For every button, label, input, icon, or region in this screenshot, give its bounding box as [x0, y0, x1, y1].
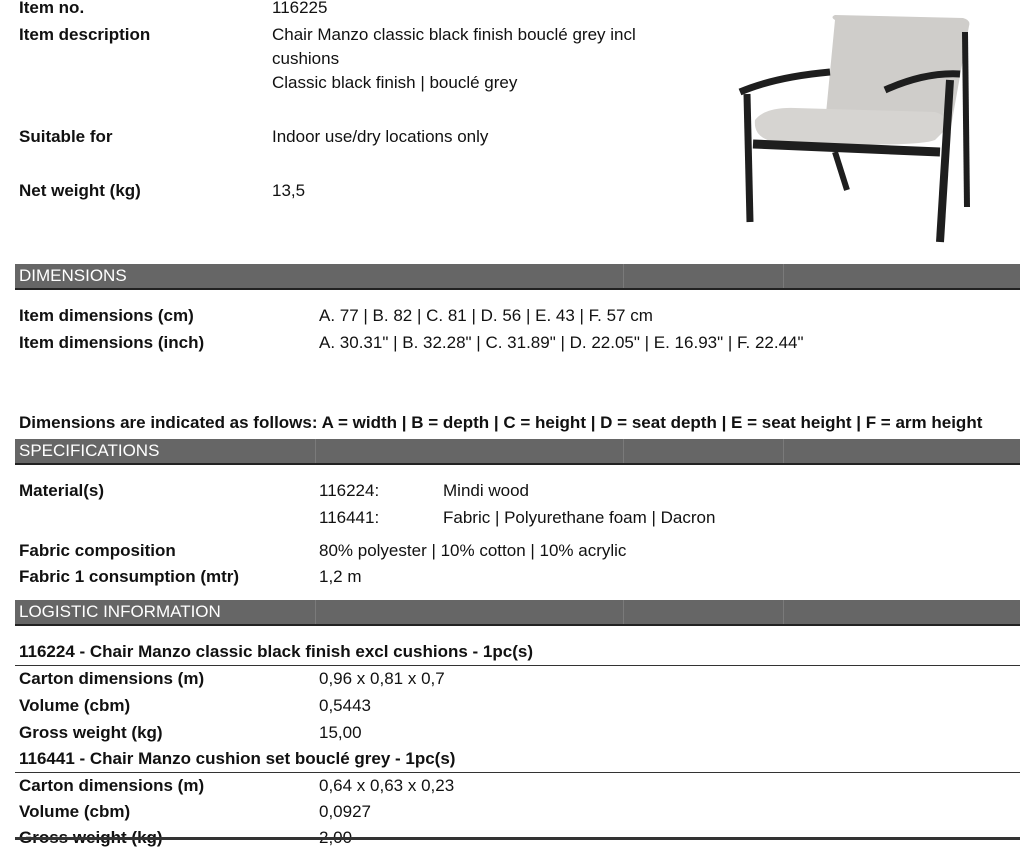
divider [15, 665, 1020, 666]
material-label: Material(s) [19, 481, 105, 500]
item-no-label: Item no. [19, 0, 85, 17]
dimensions-note: Dimensions are indicated as follows: A = width | B = depth | C = height | D = seat depth | E = seat height | F = arm height [19, 413, 983, 432]
chair-image [735, 12, 985, 247]
dimensions-header: DIMENSIONS [15, 264, 1020, 290]
p2-volume-label: Volume (cbm) [19, 802, 131, 821]
p1-volume-label: Volume (cbm) [19, 696, 131, 715]
p1-carton-value: 0,96 x 0,81 x 0,7 [319, 669, 445, 688]
fabric-composition-label: Fabric composition [19, 541, 176, 560]
material-1-code: 116224: [319, 481, 380, 500]
material-2-code: 116441: [319, 508, 380, 527]
p2-carton-value: 0,64 x 0,63 x 0,23 [319, 776, 455, 795]
material-2-value: Fabric | Polyurethane foam | Dacron [443, 508, 716, 527]
item-dimensions-inch-label: Item dimensions (inch) [19, 333, 205, 352]
specifications-header: SPECIFICATIONS [15, 439, 1020, 465]
item-dimensions-inch-value: A. 30.31" | B. 32.28" | C. 31.89" | D. 22.05" | E. 16.93" | F. 22.44" [319, 333, 804, 352]
item-no-value: 116225 [272, 0, 328, 17]
material-1-value: Mindi wood [443, 481, 529, 500]
item-description-line3: Classic black finish | bouclé grey [272, 73, 518, 92]
p1-gross-value: 15,00 [319, 723, 362, 742]
package-2-title: 116441 - Chair Manzo cushion set bouclé grey - 1pc(s) [19, 749, 456, 768]
item-description-line2: cushions [272, 49, 340, 68]
net-weight-value: 13,5 [272, 181, 306, 200]
divider [15, 772, 1020, 773]
p2-volume-value: 0,0927 [319, 802, 371, 821]
item-dimensions-cm-label: Item dimensions (cm) [19, 306, 194, 325]
item-dimensions-cm-value: A. 77 | B. 82 | C. 81 | D. 56 | E. 43 | F. 57 cm [319, 306, 653, 325]
p2-carton-label: Carton dimensions (m) [19, 776, 205, 795]
net-weight-label: Net weight (kg) [19, 181, 141, 200]
item-description-label: Item description [19, 25, 151, 44]
fabric-consumption-value: 1,2 m [319, 567, 362, 586]
fabric-consumption-label: Fabric 1 consumption (mtr) [19, 567, 240, 586]
p1-gross-label: Gross weight (kg) [19, 723, 163, 742]
suitable-label: Suitable for [19, 127, 113, 146]
package-1-title: 116224 - Chair Manzo classic black finish excl cushions - 1pc(s) [19, 642, 533, 661]
fabric-composition-value: 80% polyester | 10% cotton | 10% acrylic [319, 541, 627, 560]
p1-carton-label: Carton dimensions (m) [19, 669, 205, 688]
item-description-line1: Chair Manzo classic black finish bouclé grey incl [272, 25, 636, 44]
logistic-header: LOGISTIC INFORMATION [15, 600, 1020, 626]
suitable-value: Indoor use/dry locations only [272, 127, 489, 146]
p1-volume-value: 0,5443 [319, 696, 371, 715]
